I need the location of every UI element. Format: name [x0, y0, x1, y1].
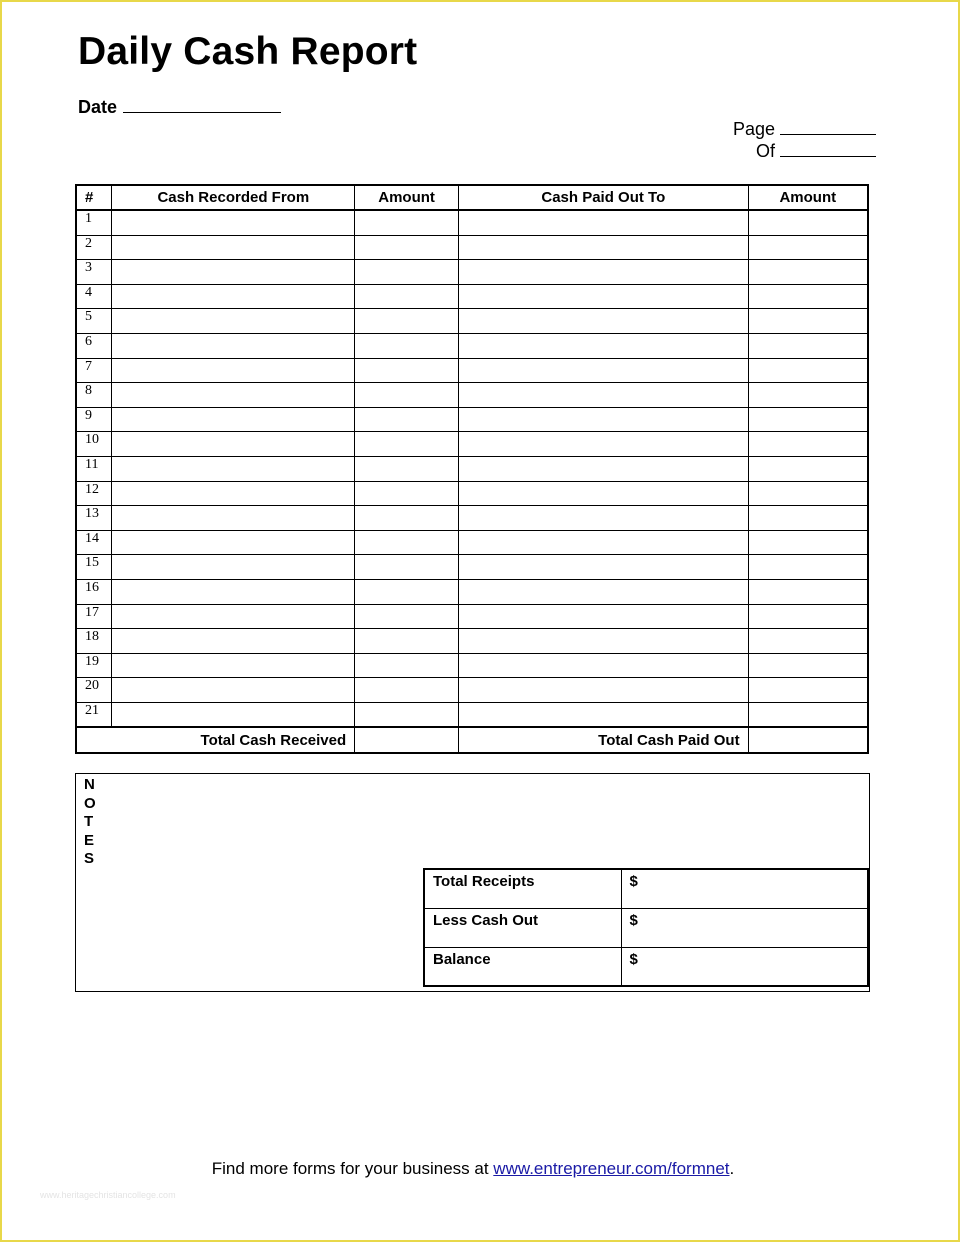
- cash-paid-out-to-cell[interactable]: [459, 530, 749, 555]
- header-cash-paid-out-to: Cash Paid Out To: [459, 185, 749, 210]
- cash-paid-out-to-cell[interactable]: [459, 432, 749, 457]
- amount-paid-cell[interactable]: [748, 333, 868, 358]
- footer: [0, 1159, 946, 1179]
- amount-received-cell[interactable]: [355, 456, 459, 481]
- table-row: [76, 629, 868, 654]
- table-row: [76, 678, 868, 703]
- row-number: 16: [76, 579, 112, 604]
- amount-received-cell[interactable]: [355, 579, 459, 604]
- amount-received-cell[interactable]: [355, 702, 459, 727]
- amount-paid-cell[interactable]: [748, 506, 868, 531]
- header-number: #: [76, 185, 112, 210]
- amount-paid-cell[interactable]: [748, 284, 868, 309]
- cash-paid-out-to-cell[interactable]: [459, 481, 749, 506]
- row-number: 6: [76, 333, 112, 358]
- cash-recorded-from-cell[interactable]: [112, 456, 355, 481]
- of-field: [756, 141, 876, 162]
- notes-letter: T: [84, 813, 94, 830]
- row-number: 20: [76, 678, 112, 703]
- date-label: Date: [78, 97, 118, 117]
- cash-recorded-from-cell[interactable]: [112, 432, 355, 457]
- header-amount-received: Amount: [355, 185, 459, 210]
- cash-paid-out-to-cell[interactable]: [459, 333, 749, 358]
- amount-paid-cell[interactable]: [748, 309, 868, 334]
- cash-recorded-from-cell[interactable]: [112, 481, 355, 506]
- row-number: 1: [76, 210, 112, 235]
- table-row: [76, 260, 868, 285]
- cash-paid-out-to-cell[interactable]: [459, 702, 749, 727]
- table-row: [76, 604, 868, 629]
- table-row: [76, 702, 868, 727]
- row-number: 21: [76, 702, 112, 727]
- row-number: 7: [76, 358, 112, 383]
- cash-paid-out-to-cell[interactable]: [459, 210, 749, 235]
- cash-paid-out-to-cell[interactable]: [459, 309, 749, 334]
- amount-paid-cell[interactable]: [748, 432, 868, 457]
- page-title: Daily Cash Report: [78, 30, 418, 73]
- amount-received-cell[interactable]: [355, 432, 459, 457]
- summary-row: [424, 869, 868, 908]
- amount-received-cell[interactable]: [355, 629, 459, 654]
- cash-paid-out-to-cell[interactable]: [459, 235, 749, 260]
- row-number: 14: [76, 530, 112, 555]
- table-header-row: [76, 185, 868, 210]
- cash-recorded-from-cell[interactable]: [112, 653, 355, 678]
- row-number: 8: [76, 383, 112, 408]
- total-cash-paid-out-cell[interactable]: [748, 727, 868, 753]
- cash-recorded-from-cell[interactable]: [112, 210, 355, 235]
- table-row: [76, 284, 868, 309]
- cash-recorded-from-cell[interactable]: [112, 604, 355, 629]
- cash-paid-out-to-cell[interactable]: [459, 383, 749, 408]
- cash-recorded-from-cell[interactable]: [112, 358, 355, 383]
- notes-letter: E: [84, 831, 95, 849]
- page-line: [780, 120, 876, 135]
- cash-paid-out-to-cell[interactable]: [459, 653, 749, 678]
- table-row: [76, 579, 868, 604]
- table-row: [76, 530, 868, 555]
- cash-paid-out-to-cell[interactable]: [459, 456, 749, 481]
- cash-recorded-from-cell[interactable]: [112, 309, 355, 334]
- amount-paid-cell[interactable]: [748, 678, 868, 703]
- cash-recorded-from-cell[interactable]: [112, 530, 355, 555]
- cash-recorded-from-cell[interactable]: [112, 506, 355, 531]
- table-row: [76, 358, 868, 383]
- date-field: [78, 97, 281, 118]
- cash-paid-out-to-cell[interactable]: [459, 506, 749, 531]
- row-number: 10: [76, 432, 112, 457]
- amount-received-cell[interactable]: [355, 678, 459, 703]
- row-number: 3: [76, 260, 112, 285]
- cash-recorded-from-cell[interactable]: [112, 383, 355, 408]
- notes-letter: S: [84, 850, 95, 867]
- amount-received-cell[interactable]: [355, 333, 459, 358]
- row-number: 15: [76, 555, 112, 580]
- table-row: [76, 407, 868, 432]
- row-number: 5: [76, 309, 112, 334]
- summary-value-cell[interactable]: $: [621, 908, 868, 947]
- cash-recorded-from-cell[interactable]: [112, 284, 355, 309]
- amount-paid-cell[interactable]: [748, 579, 868, 604]
- amount-paid-cell[interactable]: [748, 383, 868, 408]
- amount-paid-cell[interactable]: [748, 653, 868, 678]
- cash-recorded-from-cell[interactable]: [112, 579, 355, 604]
- total-cash-received-cell[interactable]: [355, 727, 459, 753]
- summary-label: Balance: [424, 947, 621, 986]
- amount-received-cell[interactable]: [355, 358, 459, 383]
- amount-received-cell[interactable]: [355, 604, 459, 629]
- table-row: [76, 456, 868, 481]
- footer-text: Find more forms for your business at: [211, 1159, 494, 1178]
- summary-row: [424, 947, 868, 986]
- amount-received-cell[interactable]: [355, 653, 459, 678]
- summary-label: Less Cash Out: [424, 908, 621, 947]
- notes-letter: O: [84, 794, 96, 812]
- watermark: www.heritagechristiancollege.com: [40, 1190, 176, 1200]
- cash-recorded-from-cell[interactable]: [112, 555, 355, 580]
- row-number: 18: [76, 629, 112, 654]
- amount-paid-cell[interactable]: [748, 210, 868, 235]
- cash-paid-out-to-cell[interactable]: [459, 358, 749, 383]
- amount-paid-cell[interactable]: [748, 604, 868, 629]
- cash-paid-out-to-cell[interactable]: [459, 284, 749, 309]
- row-number: 12: [76, 481, 112, 506]
- summary-value-cell[interactable]: $: [621, 869, 868, 908]
- total-cash-paid-out-label: Total Cash Paid Out: [459, 727, 749, 753]
- amount-paid-cell[interactable]: [748, 235, 868, 260]
- of-label: Of: [755, 141, 775, 161]
- notes-label: [84, 776, 96, 869]
- table-row: [76, 235, 868, 260]
- row-number: 11: [76, 456, 112, 481]
- table-row: [76, 383, 868, 408]
- row-number: 13: [76, 506, 112, 531]
- summary-value-cell[interactable]: $: [621, 947, 868, 986]
- amount-received-cell[interactable]: [355, 284, 459, 309]
- amount-received-cell[interactable]: [355, 260, 459, 285]
- amount-paid-cell[interactable]: [748, 358, 868, 383]
- date-line: [123, 98, 281, 113]
- summary-table: [423, 868, 869, 987]
- cash-table: [75, 184, 869, 754]
- table-row: [76, 555, 868, 580]
- table-row: [76, 506, 868, 531]
- amount-received-cell[interactable]: [355, 530, 459, 555]
- total-cash-received-label: Total Cash Received: [76, 727, 355, 753]
- amount-paid-cell[interactable]: [748, 456, 868, 481]
- cash-paid-out-to-cell[interactable]: [459, 555, 749, 580]
- amount-paid-cell[interactable]: [748, 629, 868, 654]
- page-label: Page: [732, 119, 775, 139]
- cash-recorded-from-cell[interactable]: [112, 260, 355, 285]
- header-amount-paid: Amount: [748, 185, 868, 210]
- amount-received-cell[interactable]: [355, 235, 459, 260]
- cash-recorded-from-cell[interactable]: [112, 333, 355, 358]
- cash-paid-out-to-cell[interactable]: [459, 629, 749, 654]
- amount-received-cell[interactable]: [355, 407, 459, 432]
- header-cash-recorded-from: Cash Recorded From: [112, 185, 355, 210]
- cash-recorded-from-cell[interactable]: [112, 629, 355, 654]
- table-row: [76, 432, 868, 457]
- cash-paid-out-to-cell[interactable]: [459, 579, 749, 604]
- table-row: [76, 210, 868, 235]
- amount-paid-cell[interactable]: [748, 702, 868, 727]
- table-row: [76, 653, 868, 678]
- totals-row: [76, 727, 868, 753]
- amount-paid-cell[interactable]: [748, 260, 868, 285]
- cash-recorded-from-cell[interactable]: [112, 702, 355, 727]
- cash-paid-out-to-cell[interactable]: [459, 260, 749, 285]
- footer-link[interactable]: www.entrepreneur.com/formnet: [493, 1159, 730, 1178]
- amount-paid-cell[interactable]: [748, 555, 868, 580]
- amount-paid-cell[interactable]: [748, 530, 868, 555]
- amount-received-cell[interactable]: [355, 383, 459, 408]
- cash-paid-out-to-cell[interactable]: [459, 407, 749, 432]
- page-field: [733, 119, 876, 140]
- cash-recorded-from-cell[interactable]: [112, 235, 355, 260]
- amount-received-cell[interactable]: [355, 555, 459, 580]
- row-number: 2: [76, 235, 112, 260]
- notes-letter: N: [84, 776, 95, 793]
- row-number: 17: [76, 604, 112, 629]
- summary-label: Total Receipts: [424, 869, 621, 908]
- footer-period: .: [729, 1159, 735, 1178]
- table-row: [76, 481, 868, 506]
- cash-recorded-from-cell[interactable]: [112, 678, 355, 703]
- amount-received-cell[interactable]: [355, 481, 459, 506]
- of-line: [780, 142, 876, 157]
- summary-row: [424, 908, 868, 947]
- amount-received-cell[interactable]: [355, 506, 459, 531]
- cash-recorded-from-cell[interactable]: [112, 407, 355, 432]
- table-row: [76, 309, 868, 334]
- table-row: [76, 333, 868, 358]
- cash-paid-out-to-cell[interactable]: [459, 678, 749, 703]
- amount-received-cell[interactable]: [355, 309, 459, 334]
- amount-received-cell[interactable]: [355, 210, 459, 235]
- amount-paid-cell[interactable]: [748, 481, 868, 506]
- row-number: 9: [76, 407, 112, 432]
- row-number: 19: [76, 653, 112, 678]
- amount-paid-cell[interactable]: [748, 407, 868, 432]
- cash-paid-out-to-cell[interactable]: [459, 604, 749, 629]
- row-number: 4: [76, 284, 112, 309]
